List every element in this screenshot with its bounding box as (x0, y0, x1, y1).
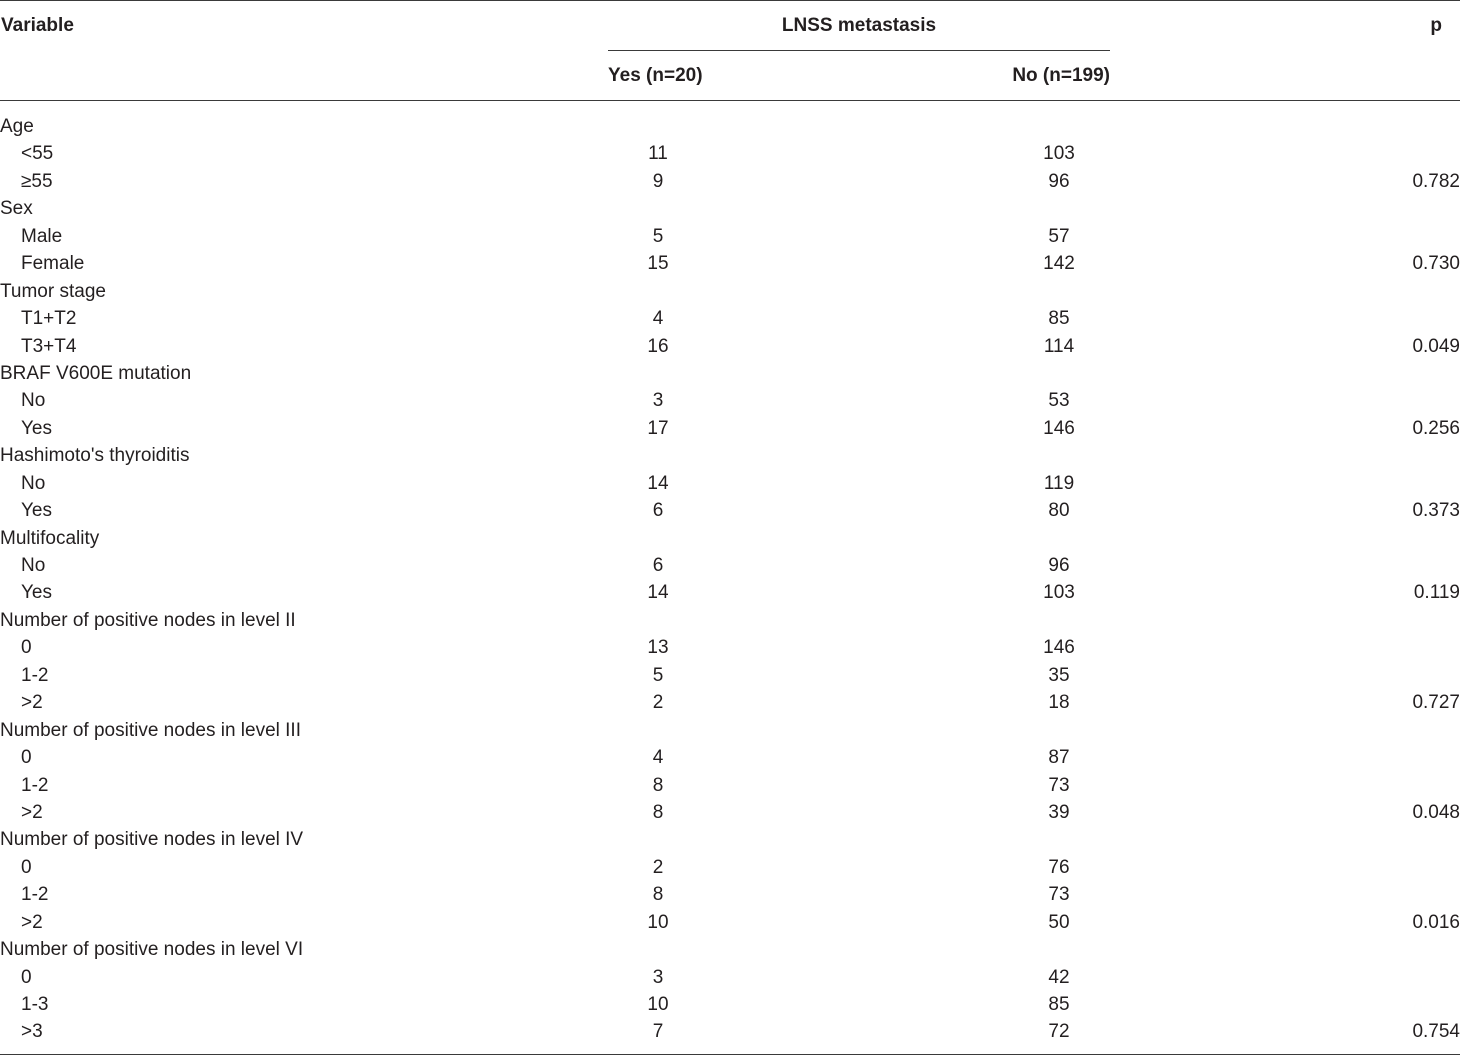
row-label: No (21, 472, 46, 494)
cell-yes: 3 (652, 390, 664, 412)
table-row (0, 909, 1460, 936)
table-row (0, 991, 1460, 1018)
row-label: Yes (21, 500, 52, 522)
cell-no: 96 (1048, 170, 1070, 192)
row-label: No (21, 390, 46, 412)
row-label: Multifocality (0, 527, 100, 549)
row-label: >3 (21, 1021, 43, 1043)
table-row (0, 881, 1460, 908)
table-row (0, 387, 1460, 414)
header-no: No (n=199) (1012, 65, 1110, 86)
row-label: >2 (21, 692, 43, 714)
cell-yes: 4 (652, 308, 664, 330)
row-label: Tumor stage (0, 280, 106, 302)
row-label: Number of positive nodes in level VI (0, 939, 304, 961)
table-group-row (0, 360, 1460, 387)
row-label: Male (21, 225, 63, 247)
table-row (0, 772, 1460, 799)
row-label: 1-2 (21, 884, 49, 906)
row-label: 1-2 (21, 664, 49, 686)
row-label: 1-2 (21, 774, 49, 796)
header-variable: Variable (1, 15, 74, 36)
cell-yes: 8 (652, 884, 664, 906)
header-p: p (1430, 15, 1442, 36)
cell-no: 146 (1043, 637, 1075, 659)
cell-yes: 5 (652, 225, 664, 247)
cell-no: 103 (1043, 582, 1075, 604)
row-label: No (21, 555, 46, 576)
cell-no: 73 (1048, 774, 1070, 796)
cell-p: 0.048 (1412, 801, 1460, 823)
cell-no: 50 (1048, 911, 1070, 933)
table-row (0, 168, 1460, 195)
cell-p: 0.119 (1413, 582, 1460, 604)
table-row (0, 415, 1460, 442)
cell-yes: 4 (652, 747, 664, 769)
table-row (0, 305, 1460, 332)
table-row (0, 552, 1460, 579)
cell-no: 76 (1048, 856, 1070, 878)
row-label: T3+T4 (21, 335, 77, 357)
cell-yes: 10 (647, 911, 669, 933)
row-label: Number of positive nodes in level IV (0, 829, 304, 851)
cell-no: 35 (1048, 664, 1070, 686)
cell-yes: 10 (647, 994, 669, 1015)
row-label: Age (0, 116, 34, 137)
table-row (0, 497, 1460, 524)
table-row (0, 964, 1460, 991)
cell-no: 42 (1048, 966, 1070, 988)
table-row (0, 250, 1460, 277)
cell-yes: 15 (647, 253, 669, 275)
cell-yes: 2 (652, 692, 664, 714)
row-label: <55 (21, 143, 54, 165)
table-group-row (0, 442, 1460, 469)
cell-no: 39 (1048, 801, 1070, 823)
row-label: >2 (21, 911, 43, 933)
cell-no: 53 (1048, 390, 1070, 412)
cell-no: 85 (1048, 308, 1070, 330)
row-label: >2 (21, 801, 43, 823)
cell-yes: 16 (647, 335, 669, 357)
table-row (0, 854, 1460, 881)
table-row (0, 140, 1460, 167)
cell-no: 73 (1048, 884, 1070, 906)
table-group-row (0, 826, 1460, 853)
table-row (0, 1018, 1460, 1045)
header-bottom-rule (0, 100, 1460, 101)
table-row (0, 579, 1460, 606)
row-label: 1-3 (21, 994, 49, 1015)
table-row (0, 662, 1460, 689)
row-label: Number of positive nodes in level II (0, 609, 296, 631)
cell-no: 96 (1048, 555, 1070, 576)
cell-p: 0.730 (1412, 253, 1460, 275)
table-group-row (0, 195, 1460, 222)
row-label: Female (21, 253, 85, 275)
cell-no: 146 (1043, 417, 1075, 439)
row-label: T1+T2 (21, 308, 77, 330)
cell-p: 0.727 (1412, 692, 1460, 714)
cell-no: 85 (1048, 994, 1070, 1015)
cell-yes: 14 (647, 582, 669, 604)
cell-no: 87 (1048, 747, 1070, 769)
cell-yes: 2 (652, 856, 664, 878)
table-row (0, 744, 1460, 771)
table-group-row (0, 525, 1460, 552)
cell-yes: 8 (652, 801, 664, 823)
row-label: Number of positive nodes in level III (0, 719, 301, 741)
cell-yes: 5 (652, 664, 664, 686)
row-label: ≥55 (21, 170, 53, 192)
table-group-row (0, 113, 1460, 140)
cell-no: 103 (1043, 143, 1075, 165)
header-group-lnss-metastasis: LNSS metastasis (781, 15, 937, 36)
row-label: 0 (21, 747, 32, 769)
cell-p: 0.754 (1412, 1021, 1460, 1043)
table-group-row (0, 717, 1460, 744)
row-label: Hashimoto's thyroiditis (0, 445, 190, 467)
cell-yes: 13 (647, 637, 669, 659)
cell-yes: 11 (648, 143, 668, 165)
row-label: 0 (21, 966, 32, 988)
row-label: 0 (21, 856, 32, 878)
table-group-row (0, 278, 1460, 305)
group-rule (608, 50, 1110, 51)
cell-yes: 7 (652, 1021, 664, 1043)
table-row (0, 470, 1460, 497)
header-yes: Yes (n=20) (608, 65, 703, 86)
cell-yes: 14 (647, 472, 669, 494)
row-label: 0 (21, 637, 32, 659)
table-row (0, 333, 1460, 360)
table-row (0, 689, 1460, 716)
cell-no: 57 (1048, 225, 1070, 247)
table-row (0, 799, 1460, 826)
cell-p: 0.256 (1412, 417, 1460, 439)
cell-p: 0.049 (1412, 335, 1460, 357)
top-rule (0, 0, 1460, 1)
bottom-rule (0, 1054, 1460, 1055)
cell-yes: 6 (652, 555, 664, 576)
cell-yes: 8 (652, 774, 664, 796)
cell-p: 0.016 (1412, 911, 1460, 933)
cell-yes: 9 (652, 170, 664, 192)
cell-yes: 6 (652, 500, 664, 522)
cell-no: 114 (1043, 335, 1075, 357)
row-label: BRAF V600E mutation (0, 362, 192, 384)
cell-no: 72 (1048, 1021, 1070, 1043)
cell-no: 80 (1048, 500, 1070, 522)
cell-no: 119 (1043, 472, 1075, 494)
cell-yes: 3 (652, 966, 664, 988)
cell-no: 18 (1048, 692, 1070, 714)
row-label: Yes (21, 582, 52, 604)
row-label: Sex (0, 198, 33, 220)
cell-no: 142 (1043, 253, 1075, 275)
table-row (0, 223, 1460, 250)
cell-p: 0.782 (1412, 170, 1460, 192)
row-label: Yes (21, 417, 52, 439)
table-body (0, 113, 1460, 1046)
table-row (0, 634, 1460, 661)
cell-p: 0.373 (1412, 500, 1460, 522)
table-group-row (0, 607, 1460, 634)
cell-yes: 17 (647, 417, 669, 439)
table-group-row (0, 936, 1460, 963)
